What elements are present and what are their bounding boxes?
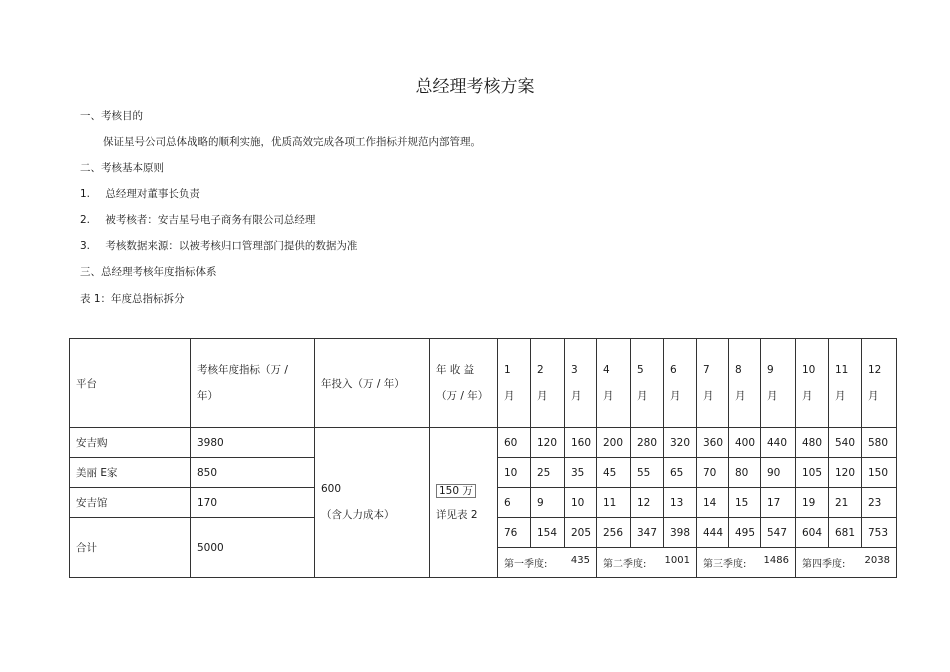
header-month <box>565 339 597 428</box>
month-value: 45 <box>597 458 631 488</box>
quarter-cell-1 <box>498 548 597 578</box>
quarter-value: 435 <box>570 555 590 566</box>
month-number: 1 <box>504 364 511 376</box>
month-value: 25 <box>531 458 565 488</box>
principle-number: 3. <box>80 240 91 252</box>
table-header-row <box>70 339 897 428</box>
month-unit: 月 <box>767 390 778 402</box>
month-unit: 月 <box>835 390 846 402</box>
month-unit: 月 <box>670 390 681 402</box>
quarter-cell-2 <box>597 548 697 578</box>
quarter-value: 1001 <box>664 555 690 566</box>
month-number: 8 <box>735 364 742 376</box>
total-month-value: 753 <box>862 518 897 548</box>
month-number: 11 <box>835 364 849 376</box>
target-cell: 170 <box>191 488 315 518</box>
month-value: 17 <box>761 488 796 518</box>
page-title: 总经理考核方案 <box>415 77 535 97</box>
total-month-value: 444 <box>697 518 729 548</box>
header-month <box>829 339 862 428</box>
total-month-value: 495 <box>729 518 761 548</box>
header-month <box>631 339 664 428</box>
month-value: 21 <box>829 488 862 518</box>
platform-cell: 安吉购 <box>70 428 191 458</box>
revenue-cell <box>430 428 498 578</box>
total-month-value: 398 <box>664 518 697 548</box>
header-platform: 平台 <box>70 339 191 428</box>
month-unit: 月 <box>802 390 813 402</box>
month-value: 80 <box>729 458 761 488</box>
month-unit: 月 <box>571 390 582 402</box>
month-number: 3 <box>571 364 578 376</box>
invest-value: 600 <box>321 483 342 495</box>
purpose-text: 保证星号公司总体战略的顺利实施，优质高效完成各项工作指标并规范内部管理。 <box>103 136 481 148</box>
month-value: 400 <box>729 428 761 458</box>
header-month <box>531 339 565 428</box>
month-value: 90 <box>761 458 796 488</box>
header-month <box>729 339 761 428</box>
month-number: 2 <box>537 364 544 376</box>
header-month <box>597 339 631 428</box>
principle-text: 总经理对董事长负责 <box>105 188 200 200</box>
header-month <box>761 339 796 428</box>
principle-number: 1. <box>80 188 91 200</box>
principle-item-1 <box>80 186 200 201</box>
table-row <box>70 428 897 458</box>
table-caption: 表 1：年度总指标拆分 <box>80 293 185 305</box>
month-value: 23 <box>862 488 897 518</box>
month-value: 320 <box>664 428 697 458</box>
month-number: 10 <box>802 364 816 376</box>
quarter-label: 第一季度: <box>504 559 548 570</box>
total-label: 合计 <box>70 518 191 578</box>
quarter-cell-4 <box>796 548 897 578</box>
revenue-value: 150 万 <box>436 484 476 498</box>
month-number: 5 <box>637 364 644 376</box>
month-value: 120 <box>531 428 565 458</box>
platform-cell: 安吉馆 <box>70 488 191 518</box>
month-unit: 月 <box>735 390 746 402</box>
month-value: 480 <box>796 428 829 458</box>
header-invest: 年投入（万 / 年） <box>315 339 430 428</box>
month-value: 60 <box>498 428 531 458</box>
month-value: 15 <box>729 488 761 518</box>
month-number: 6 <box>670 364 677 376</box>
month-number: 7 <box>703 364 710 376</box>
header-target-line2: 年） <box>197 390 218 402</box>
month-unit: 月 <box>637 390 648 402</box>
total-target: 5000 <box>191 518 315 578</box>
month-unit: 月 <box>603 390 614 402</box>
header-month <box>697 339 729 428</box>
total-month-value: 205 <box>565 518 597 548</box>
platform-cell: 美丽 E家 <box>70 458 191 488</box>
month-value: 160 <box>565 428 597 458</box>
month-value: 55 <box>631 458 664 488</box>
month-value: 150 <box>862 458 897 488</box>
target-cell: 850 <box>191 458 315 488</box>
principle-text: 被考核者：安吉星号电子商务有限公司总经理 <box>105 214 316 226</box>
month-value: 6 <box>498 488 531 518</box>
header-revenue <box>430 339 498 428</box>
month-number: 4 <box>603 364 610 376</box>
header-month <box>498 339 531 428</box>
invest-cell <box>315 428 430 578</box>
principle-number: 2. <box>80 214 91 226</box>
total-month-value: 76 <box>498 518 531 548</box>
month-value: 14 <box>697 488 729 518</box>
month-value: 10 <box>565 488 597 518</box>
month-value: 70 <box>697 458 729 488</box>
month-unit: 月 <box>537 390 548 402</box>
month-value: 10 <box>498 458 531 488</box>
quarter-label: 第二季度: <box>603 559 647 570</box>
month-unit: 月 <box>868 390 879 402</box>
month-value: 440 <box>761 428 796 458</box>
month-value: 9 <box>531 488 565 518</box>
month-number: 12 <box>868 364 882 376</box>
month-value: 65 <box>664 458 697 488</box>
month-value: 120 <box>829 458 862 488</box>
header-revenue-line1: 年 收 益 <box>436 364 475 376</box>
month-unit: 月 <box>504 390 515 402</box>
header-target-line1: 考核年度指标（万 / <box>197 364 288 376</box>
indicator-table <box>69 338 897 578</box>
month-value: 280 <box>631 428 664 458</box>
month-value: 580 <box>862 428 897 458</box>
header-month <box>862 339 897 428</box>
quarter-cell-3 <box>697 548 796 578</box>
month-value: 12 <box>631 488 664 518</box>
month-value: 19 <box>796 488 829 518</box>
month-value: 105 <box>796 458 829 488</box>
month-value: 200 <box>597 428 631 458</box>
total-month-value: 547 <box>761 518 796 548</box>
quarter-label: 第四季度: <box>802 559 846 570</box>
invest-note: （含人力成本） <box>321 509 395 521</box>
total-month-value: 681 <box>829 518 862 548</box>
month-unit: 月 <box>703 390 714 402</box>
total-month-value: 347 <box>631 518 664 548</box>
quarter-value: 2038 <box>864 555 890 566</box>
quarter-label: 第三季度: <box>703 559 747 570</box>
quarter-value: 1486 <box>763 555 789 566</box>
month-number: 9 <box>767 364 774 376</box>
target-cell: 3980 <box>191 428 315 458</box>
total-month-value: 256 <box>597 518 631 548</box>
total-month-value: 604 <box>796 518 829 548</box>
section-heading-principles: 二、考核基本原则 <box>80 162 164 174</box>
section-heading-purpose: 一、考核目的 <box>80 110 143 122</box>
revenue-note: 详见表 2 <box>436 509 478 521</box>
total-month-value: 154 <box>531 518 565 548</box>
principle-item-2 <box>80 212 315 227</box>
principle-item-3 <box>80 238 357 253</box>
principle-text: 考核数据来源：以被考核归口管理部门提供的数据为准 <box>105 240 358 252</box>
month-value: 11 <box>597 488 631 518</box>
month-value: 360 <box>697 428 729 458</box>
header-month <box>796 339 829 428</box>
header-month <box>664 339 697 428</box>
month-value: 13 <box>664 488 697 518</box>
month-value: 35 <box>565 458 597 488</box>
section-heading-indicators: 三、总经理考核年度指标体系 <box>80 266 217 278</box>
month-value: 540 <box>829 428 862 458</box>
header-target <box>191 339 315 428</box>
header-revenue-line2: （万 / 年） <box>436 390 489 402</box>
